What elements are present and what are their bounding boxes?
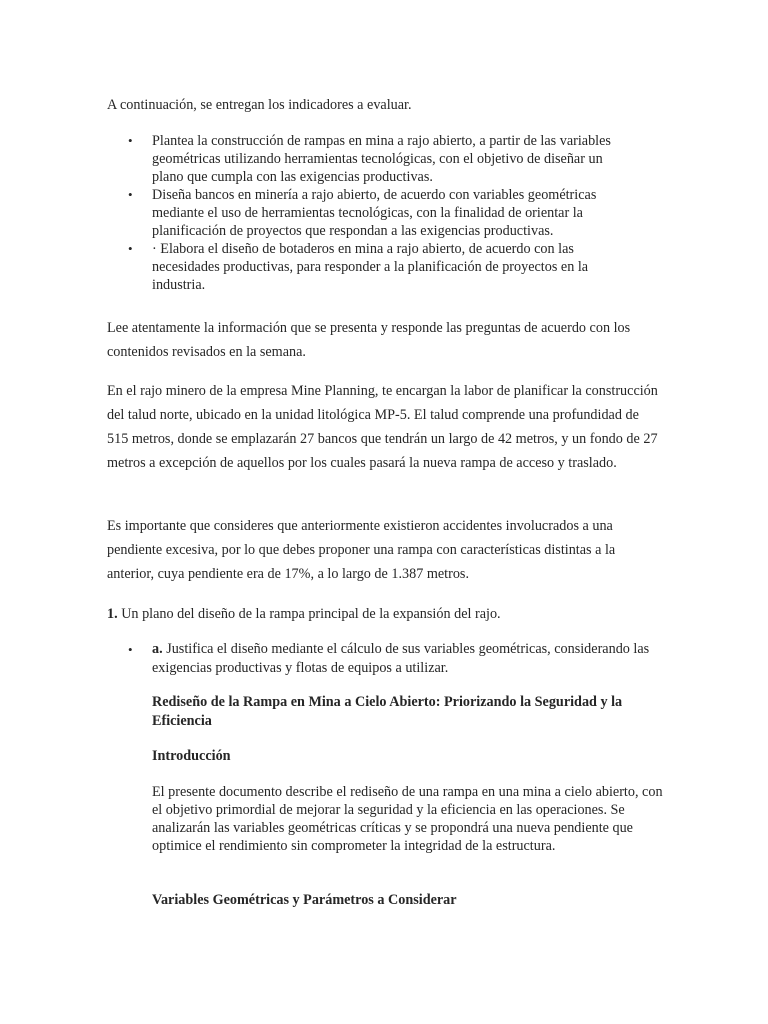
indicator-item	[107, 186, 627, 240]
introduction-heading: Introducción	[152, 748, 231, 764]
sub-question-text: Justifica el diseño mediante el cálculo de sus variables geométricas, considerando las exigencias productivas y flotas de equipos a utilizar.	[152, 641, 650, 676]
answer-title: Rediseño de la Rampa en Mina a Cielo Abierto: Priorizando la Seguridad y la Eficiencia	[152, 694, 623, 729]
intro-text: A continuación, se entregan los indicadores a evaluar.	[107, 97, 412, 113]
sub-question-list	[107, 640, 667, 678]
question-number: 1.	[107, 606, 118, 622]
indicator-text: Diseña bancos en minería a rajo abierto, de acuerdo con variables geométricas mediante el uso de herramientas tecnológicas, con la finalidad de orientar la planificación de proyectos que respondan a las exigencias productivas.	[152, 187, 597, 239]
introduction-text: El presente documento describe el rediseño de una rampa en una mina a cielo abierto, con el objetivo primordial de mejorar la seguridad y la eficiencia en las operaciones. Se analizarán las variables geométricas críticas y se propondrá una nueva pendiente que optimice el rendimiento sin comprometer la integridad de la estructura.	[152, 784, 663, 854]
sub-question-item	[107, 640, 667, 678]
instructions-paragraph: Lee atentamente la información que se presenta y responde las preguntas de acuerdo con los contenidos revisados en la semana.	[107, 320, 631, 360]
bullet-icon: •	[128, 187, 133, 202]
sub-question-letter: a.	[152, 641, 163, 657]
bullet-icon: •	[128, 241, 133, 256]
indicator-text: · Elabora el diseño de botaderos en mina a rajo abierto, de acuerdo con las necesidades productivas, para responder a la planificación de proyectos en la industria.	[152, 241, 589, 293]
indicator-item	[107, 240, 627, 294]
indicator-list	[107, 132, 627, 294]
requirement-paragraph: Es importante que consideres que anteriormente existieron accidentes involucrados a una pendiente excesiva, por lo que debes proponer una rampa con características distintas a la anterior, cuya pendiente era de 17%, a lo largo de 1.387 metros.	[107, 518, 616, 582]
bullet-icon: •	[128, 642, 133, 657]
indicator-text: Plantea la construcción de rampas en mina a rajo abierto, a partir de las variables geométricas utilizando herramientas tecnológicas, con el objetivo de diseñar un plano que cumpla con las exigencias productivas.	[152, 133, 611, 185]
context-paragraph: En el rajo minero de la empresa Mine Planning, te encargan la labor de planificar la construcción del talud norte, ubicado en la unidad litológica MP-5. El talud comprende una profundidad de 515 metros, donde se emplazarán 27 bancos que tendrán un largo de 42 metros, y un fondo de 27 metros a excepción de aquellos por los cuales pasará la nueva rampa de acceso y traslado.	[107, 383, 658, 471]
variables-heading: Variables Geométricas y Parámetros a Considerar	[152, 892, 457, 908]
indicator-item	[107, 132, 627, 186]
bullet-icon: •	[128, 133, 133, 148]
question-1	[107, 604, 662, 624]
question-text: Un plano del diseño de la rampa principal de la expansión del rajo.	[117, 606, 501, 622]
